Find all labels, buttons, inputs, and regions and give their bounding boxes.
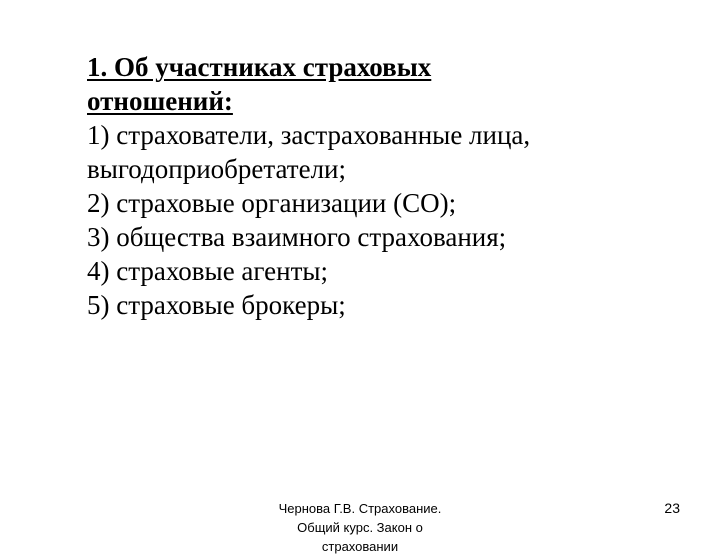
slide-content — [87, 50, 687, 322]
page-number: 23 — [664, 500, 680, 516]
footer-line-2: Общий курс. Закон о — [297, 520, 423, 535]
slide-heading-line-2: отношений: — [87, 86, 233, 116]
slide-heading-line-1: 1. Об участниках страховых — [87, 52, 432, 82]
list-item: 5) страховые брокеры; — [87, 290, 346, 320]
list-item: 3) общества взаимного страхования; — [87, 222, 507, 252]
list-item: 2) страховые организации (СО); — [87, 188, 457, 218]
footer-line-1: Чернова Г.В. Страхование. — [278, 501, 442, 516]
list-item: 4) страховые агенты; — [87, 256, 329, 286]
list-item: выгодоприобретатели; — [87, 154, 346, 184]
list-item: 1) страхователи, застрахованные лица, — [87, 120, 531, 150]
footer-line-3: страховании — [321, 539, 399, 554]
slide-footer — [255, 499, 465, 556]
